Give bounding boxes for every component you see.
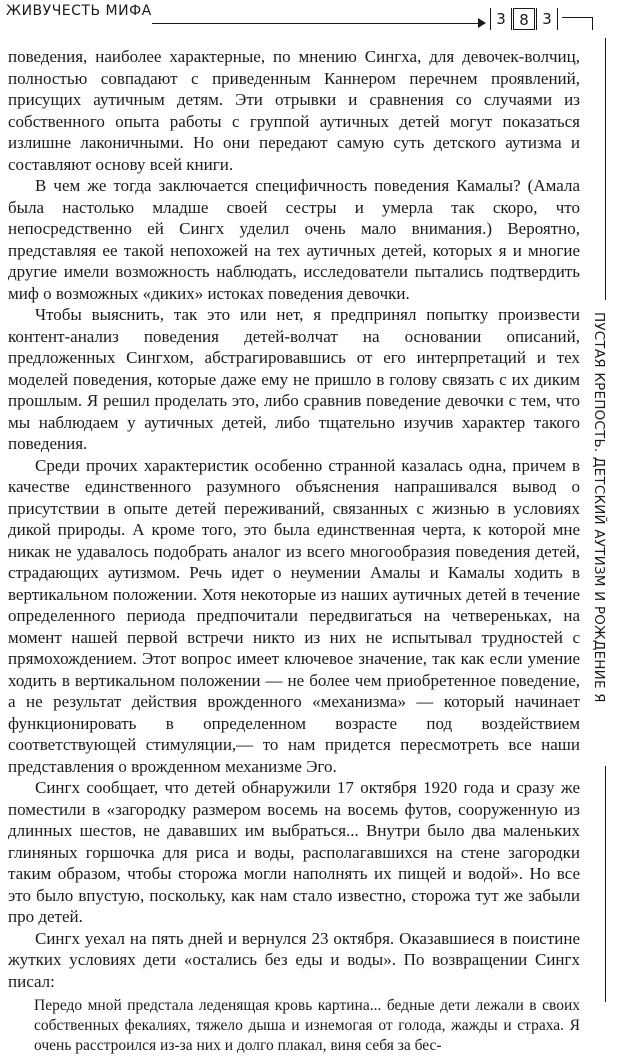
paragraph: В чем же тогда заключается специфичность поведения Камалы? (Амала была настолько младше своей сестры и умерла так скоро, что непосредственно ей Сингх уделил очень мало внимания.) Вероятно, представляя ее такой непохожей на тех аутичных детей, которых я и многие другие имели возможность наблюдать, исследователи пытались подтвердить миф о возможных «диких» истоках поведения девочки.	[8, 176, 580, 303]
paragraph: Чтобы выяснить, так это или нет, я предпринял попытку произвести контент-анализ поведения детей-волчат на основании описаний, предложенных Сингхом, абстрагировавшись от его интерпретаций и тех моделей поведения, которые даже ему не пришло в голову связать с их диким прошлым. Я решил проделать это, либо сравнив поведение девочки с тем, что мы наблюдаем у аутичных детей, либо тщательно изучив характер такого поведения.	[8, 305, 580, 453]
side-title-container	[590, 312, 620, 752]
page-number-digit: 8	[513, 8, 535, 30]
block-quote: Передо мной предстала леденящая кровь картина... бедные дети лежали в своих собственных фекалиях, тяжело дыша и изнемогая от голода, жажды и страха. Я очень расстроился из-за них и долго плакал, виня себя за бес-	[34, 997, 580, 1054]
header-arrow-ornament	[478, 18, 486, 28]
header-corner-rule	[562, 17, 592, 18]
paragraph: поведения, наиболее характерные, по мнению Сингха, для девочек-волчиц, полностью совпадают с приведенным Каннером перечнем проявлений, присущих аутичным детям. Эти отрывки и сравнения со случаями из собственного опыта работы с группой аутичных детей могут показаться излишне лаконичными. Но они передают самую суть детского аутизма и составляют основу всей книги.	[8, 47, 580, 174]
side-rule-bottom	[605, 766, 606, 1002]
side-rule-top	[605, 38, 606, 300]
page-number-digit: 3	[490, 8, 512, 30]
paragraph: Среди прочих характеристик особенно странной казалась одна, причем в качестве единственного разумного объяснения напрашивался вывод о присутствии в опыте детей переживаний, связанных с жизнью в условиях дикой природы. А кроме того, это была единственная черта, к которой мне никак не удавалось подобрать аналог из всего многообразия поведения детей, страдающих аутизмом. Речь идет о неумении Амалы и Камалы ходить в вертикальном положении. Хотя некоторые из наших аутичных детей в течение определенного периода предпочитали передвигаться на четвереньках, на момент нашей первой встречи никто из них не испытывал трудностей с прямохождением. Этот вопрос имеет ключевое значение, так как если умение ходить в вертикальном положении — не более чем приобретенное поведение, а не результат действия врожденного «механизма» — который начинает функционировать в определенном возрасте под воздействием соответствующей стимуляции,— то нам придется пересмотреть все наши представления о врожденном механизме Эго.	[8, 455, 580, 776]
paragraph: Сингх уехал на пять дней и вернулся 23 октября. Оказавшиеся в поистине жутких условиях дети «остались без еды и воды». По возвращении Сингх писал:	[8, 928, 580, 991]
side-book-title: ПУСТАЯ КРЕПОСТЬ. ДЕТСКИЙ АУТИЗМ И РОЖДЕНИЕ Я	[591, 312, 607, 703]
header-corner-rule-vertical	[592, 17, 593, 30]
header-rule	[152, 23, 484, 24]
body-text	[8, 46, 580, 1056]
page-number-digit: 3	[536, 8, 558, 30]
running-head: ЖИВУЧЕСТЬ МИФА	[6, 3, 152, 19]
page-header	[0, 0, 620, 34]
paragraph: Сингх сообщает, что детей обнаружили 17 октября 1920 года и сразу же поместили в «загородку размером восемь на восемь футов, сооруженную из длинных шестов, не дававших им выбраться... Внутри было два маленьких глиняных горшочка для риса и воды, располагавшихся на стене загородки таким образом, чтобы сторожа могли наполнять их пищей и водой». Но все это было впустую, поскольку, как нам стало известно, сторожа тут же забыли про детей.	[8, 778, 580, 926]
page-number	[490, 8, 558, 30]
